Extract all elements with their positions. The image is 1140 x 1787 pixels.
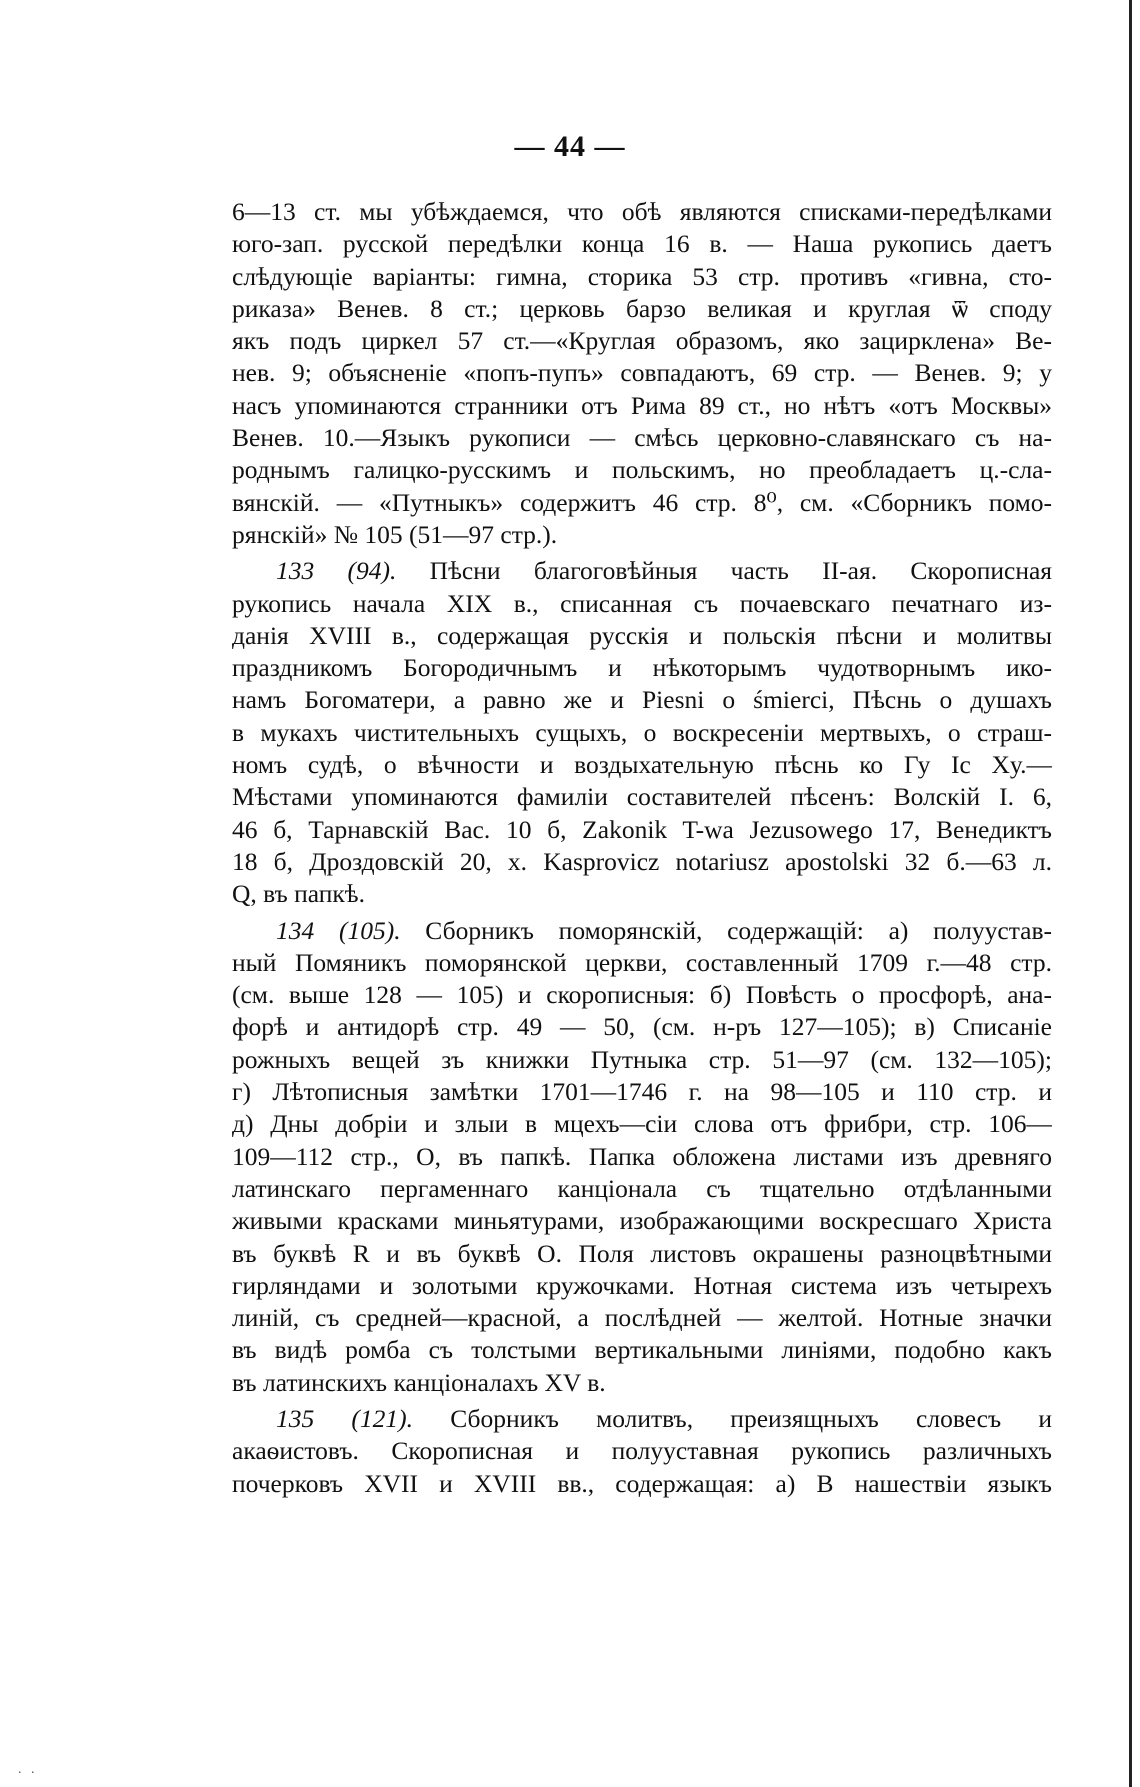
entry-number: 135 (121).	[276, 1403, 414, 1433]
page-number: — 44 —	[514, 130, 626, 163]
text-line: в мукахъ чистительныхъ сущыхъ, о воскресеніи мертвыхъ, о страш-	[232, 717, 1052, 747]
text-line: форѣ и антидорѣ стр. 49 — 50, (см. н-ръ 127—105); в) Списаніе	[232, 1012, 1052, 1042]
text-line: намъ Богоматери, а равно же и Piesni o śmierci, Пѣснь о душахъ	[232, 685, 1052, 715]
text-line: акаѳистовъ. Скорописная и полууставная рукопись различныхъ	[232, 1436, 1052, 1466]
entry-134	[232, 915, 1052, 1399]
entry-135	[232, 1403, 1052, 1500]
text-line: 18 б, Дроздовскій 20, х. Kasprovicz notariusz apostolski 32 б.—63 л.	[232, 846, 1052, 876]
text-line: рянскій» № 105 (51—97 стр.).	[232, 519, 558, 549]
text-line: 109—112 стр., О, въ папкѣ. Папка обложена листами изъ древняго	[232, 1141, 1052, 1171]
text-line: слѣдующіе варіанты: гимна, сторика 53 стр. противъ «гивна, сто-	[232, 261, 1052, 291]
text-line: въ буквѣ R и въ буквѣ О. Поля листовъ окрашены разноцвѣтными	[232, 1238, 1052, 1268]
text-line: рукопись начала XIX в., списанная съ почаевскаго печатнаго из-	[232, 588, 1052, 618]
text-body	[232, 196, 1052, 1500]
entry-title-text: Пѣсни благоговѣйныя часть II-ая. Скорописная	[429, 556, 1052, 586]
text-line: данія XVIII в., содержащая русскія и польскія пѣсни и молитвы	[232, 620, 1052, 650]
text-line: роднымъ галицко-русскимъ и польскимъ, но преобладаетъ ц.-сла-	[232, 455, 1052, 485]
entry-number: 133 (94).	[276, 556, 397, 586]
text-line: Мѣстами упоминаются фамиліи составителей пѣсенъ: Волскій I. 6,	[232, 782, 1052, 812]
page-edge-line	[1129, 0, 1132, 1787]
entry-first-line	[232, 555, 1052, 587]
text-line: въ видѣ ромба съ толстыми вертикальными линіями, подобно какъ	[232, 1335, 1052, 1365]
entry-number: 134 (105).	[276, 915, 401, 945]
entry-133	[232, 555, 1052, 910]
text-line: линій, съ средней—красной, а послѣдней — желтой. Нотные значки	[232, 1303, 1052, 1333]
entry-title-text: Сборникъ молитвъ, преизящныхъ словесъ и	[450, 1403, 1052, 1433]
text-line: рожныхъ вещей зъ книжки Путныка стр. 51—97 (см. 132—105);	[232, 1044, 1052, 1074]
entry-first-line	[232, 915, 1052, 947]
text-line: Венев. 10.—Языкъ рукописи — смѣсь церковно-славянскаго съ на-	[232, 423, 1052, 453]
text-line: латинскаго пергаменнаго канціонала съ тщательно отдѣланными	[232, 1173, 1052, 1203]
text-line: (см. выше 128 — 105) и скорописныя: б) Повѣсть о просфорѣ, ана-	[232, 980, 1052, 1010]
text-line: 46 б, Тарнавскій Вас. 10 б, Zakonik T-wa Jezusowego 17, Венедиктъ	[232, 814, 1052, 844]
text-line: номъ судѣ, о вѣчности и воздыхательную пѣснь ко Гу Ic Xу.—	[232, 750, 1052, 780]
text-line: живыми красками миньятурами, изображающими воскресшаго Христа	[232, 1206, 1052, 1236]
text-line: въ латинскихъ канціоналахъ XV в.	[232, 1367, 606, 1397]
paragraph-continuation	[232, 196, 1052, 551]
text-line: вянскій. — «Путныкъ» содержитъ 46 стр. 8⁰, см. «Сборникъ помо-	[232, 487, 1052, 517]
text-line: праздникомъ Богородичнымъ и нѣкоторымъ чудотворнымъ ико-	[232, 653, 1052, 683]
text-line: Q, въ папкѣ.	[232, 879, 366, 909]
entry-title-text: Сборникъ поморянскій, содержащій: а) полуустав-	[425, 915, 1052, 945]
entry-first-line	[232, 1403, 1052, 1435]
text-line: насъ упоминаются странники отъ Рима 89 ст., но нѣтъ «отъ Москвы»	[232, 390, 1052, 420]
text-line: почерковъ XVII и XVIII вв., содержащая: а) В нашествіи языкъ	[232, 1468, 1052, 1498]
text-line: г) Лѣтописныя замѣтки 1701—1746 г. на 98—105 и 110 стр. и	[232, 1077, 1052, 1107]
text-line: 6—13 ст. мы убѣждаемся, что обѣ являются списками-передѣлками	[232, 197, 1052, 226]
text-line: гирляндами и золотыми кружочками. Нотная система изъ четырехъ	[232, 1270, 1052, 1300]
corner-mark: . .	[18, 1762, 38, 1777]
text-line: якъ подъ циркел 57 ст.—«Круглая образомъ, яко зациркленa» Ве-	[232, 326, 1052, 356]
text-line: д) Дны добріи и злыи в мцехъ—сіи слова отъ фрибри, стр. 106—	[232, 1109, 1052, 1139]
text-line: риказа» Венев. 8 ст.; церковь барзо великая и круглая ѿ споду	[232, 293, 1052, 323]
text-line: юго-зап. русской передѣлки конца 16 в. — Наша рукопись даетъ	[232, 229, 1052, 259]
text-line: нев. 9; объясненіе «попъ-пупъ» совпадаютъ, 69 стр. — Венев. 9; у	[232, 358, 1052, 388]
text-line: ный Помяникъ поморянской церкви, составленный 1709 г.—48 стр.	[232, 947, 1052, 977]
